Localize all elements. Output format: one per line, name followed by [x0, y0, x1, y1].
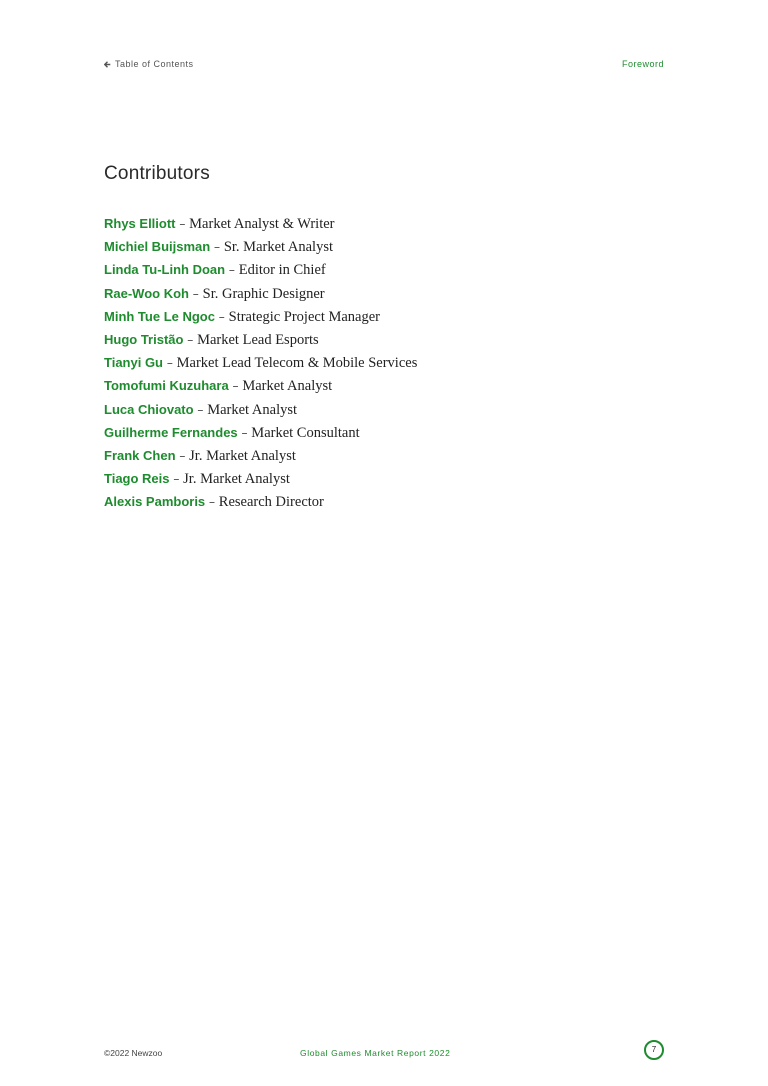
contributor-item: [104, 421, 417, 444]
contributor-item: [104, 282, 417, 305]
contributor-name: Rae-Woo Koh: [104, 285, 189, 301]
contributor-name: Frank Chen: [104, 447, 176, 463]
contributor-name: Tiago Reis: [104, 471, 170, 487]
contributor-separator: –: [214, 309, 229, 324]
contributor-name: Tomofumi Kuzuhara: [104, 378, 229, 394]
contributor-item: [104, 305, 417, 328]
contributor-item: [104, 212, 417, 235]
contributor-role: Jr. Market Analyst: [183, 471, 290, 488]
contributor-separator: –: [175, 448, 190, 463]
contributor-separator: –: [188, 286, 203, 301]
contributor-item: [104, 258, 417, 281]
top-navigation: [104, 57, 664, 71]
contributor-name: Rhys Elliott: [104, 216, 176, 231]
contributor-name: Minh Tue Le Ngoc: [104, 308, 215, 324]
contributor-name: Alexis Pamboris: [104, 494, 206, 510]
contributor-item: [104, 490, 417, 513]
contributor-separator: –: [183, 332, 198, 347]
arrow-left-icon: [104, 61, 111, 68]
contributor-role: Market Lead Telecom & Mobile Services: [176, 355, 418, 372]
contributor-role: Sr. Market Analyst: [223, 239, 333, 256]
contributor-role: Market Analyst & Writer: [189, 216, 335, 232]
contributor-name: Linda Tu-Linh Doan: [104, 262, 226, 278]
contributor-separator: –: [237, 425, 252, 440]
contributor-role: Market Consultant: [251, 424, 360, 441]
contributor-name: Hugo Tristão: [104, 331, 184, 347]
contributor-role: Market Lead Esports: [197, 331, 319, 348]
page-title: Contributors: [104, 163, 210, 184]
page-footer: [104, 1040, 664, 1066]
table-of-contents-label: Table of Contents: [115, 59, 194, 69]
table-of-contents-link[interactable]: [104, 59, 194, 69]
contributor-separator: –: [163, 356, 177, 371]
contributor-item: [104, 398, 417, 421]
page-number-badge: 7: [644, 1040, 664, 1060]
contributor-item: [104, 444, 417, 467]
contributor-role: Market Analyst: [207, 401, 298, 418]
foreword-link[interactable]: Foreword: [621, 59, 664, 69]
contributor-name: Tianyi Gu: [104, 355, 163, 371]
contributor-item: [104, 467, 417, 490]
contributor-role: Editor in Chief: [238, 262, 326, 279]
contributor-role: Jr. Market Analyst: [189, 447, 296, 464]
contributor-separator: –: [228, 379, 243, 394]
contributor-item: [104, 351, 417, 374]
copyright-text: ©2022 Newzoo: [104, 1048, 163, 1058]
contributor-role: Research Director: [218, 494, 324, 511]
contributors-list: [104, 212, 417, 513]
contributor-name: Guilherme Fernandes: [104, 424, 238, 440]
contributor-name: Michiel Buijsman: [104, 239, 211, 255]
contributor-name: Luca Chiovato: [104, 401, 194, 417]
contributor-separator: –: [193, 402, 208, 417]
contributor-separator: –: [210, 240, 224, 255]
contributor-separator: –: [225, 263, 239, 278]
contributor-item: [104, 374, 417, 397]
contributor-separator: –: [175, 217, 190, 231]
contributor-item: [104, 235, 417, 258]
contributor-role: Market Analyst: [242, 378, 333, 395]
report-title: Global Games Market Report 2022: [300, 1048, 451, 1058]
contributor-role: Sr. Graphic Designer: [202, 285, 325, 302]
contributor-role: Strategic Project Manager: [228, 308, 381, 325]
contributor-separator: –: [205, 495, 219, 510]
contributor-separator: –: [169, 472, 184, 487]
contributor-item: [104, 328, 417, 351]
